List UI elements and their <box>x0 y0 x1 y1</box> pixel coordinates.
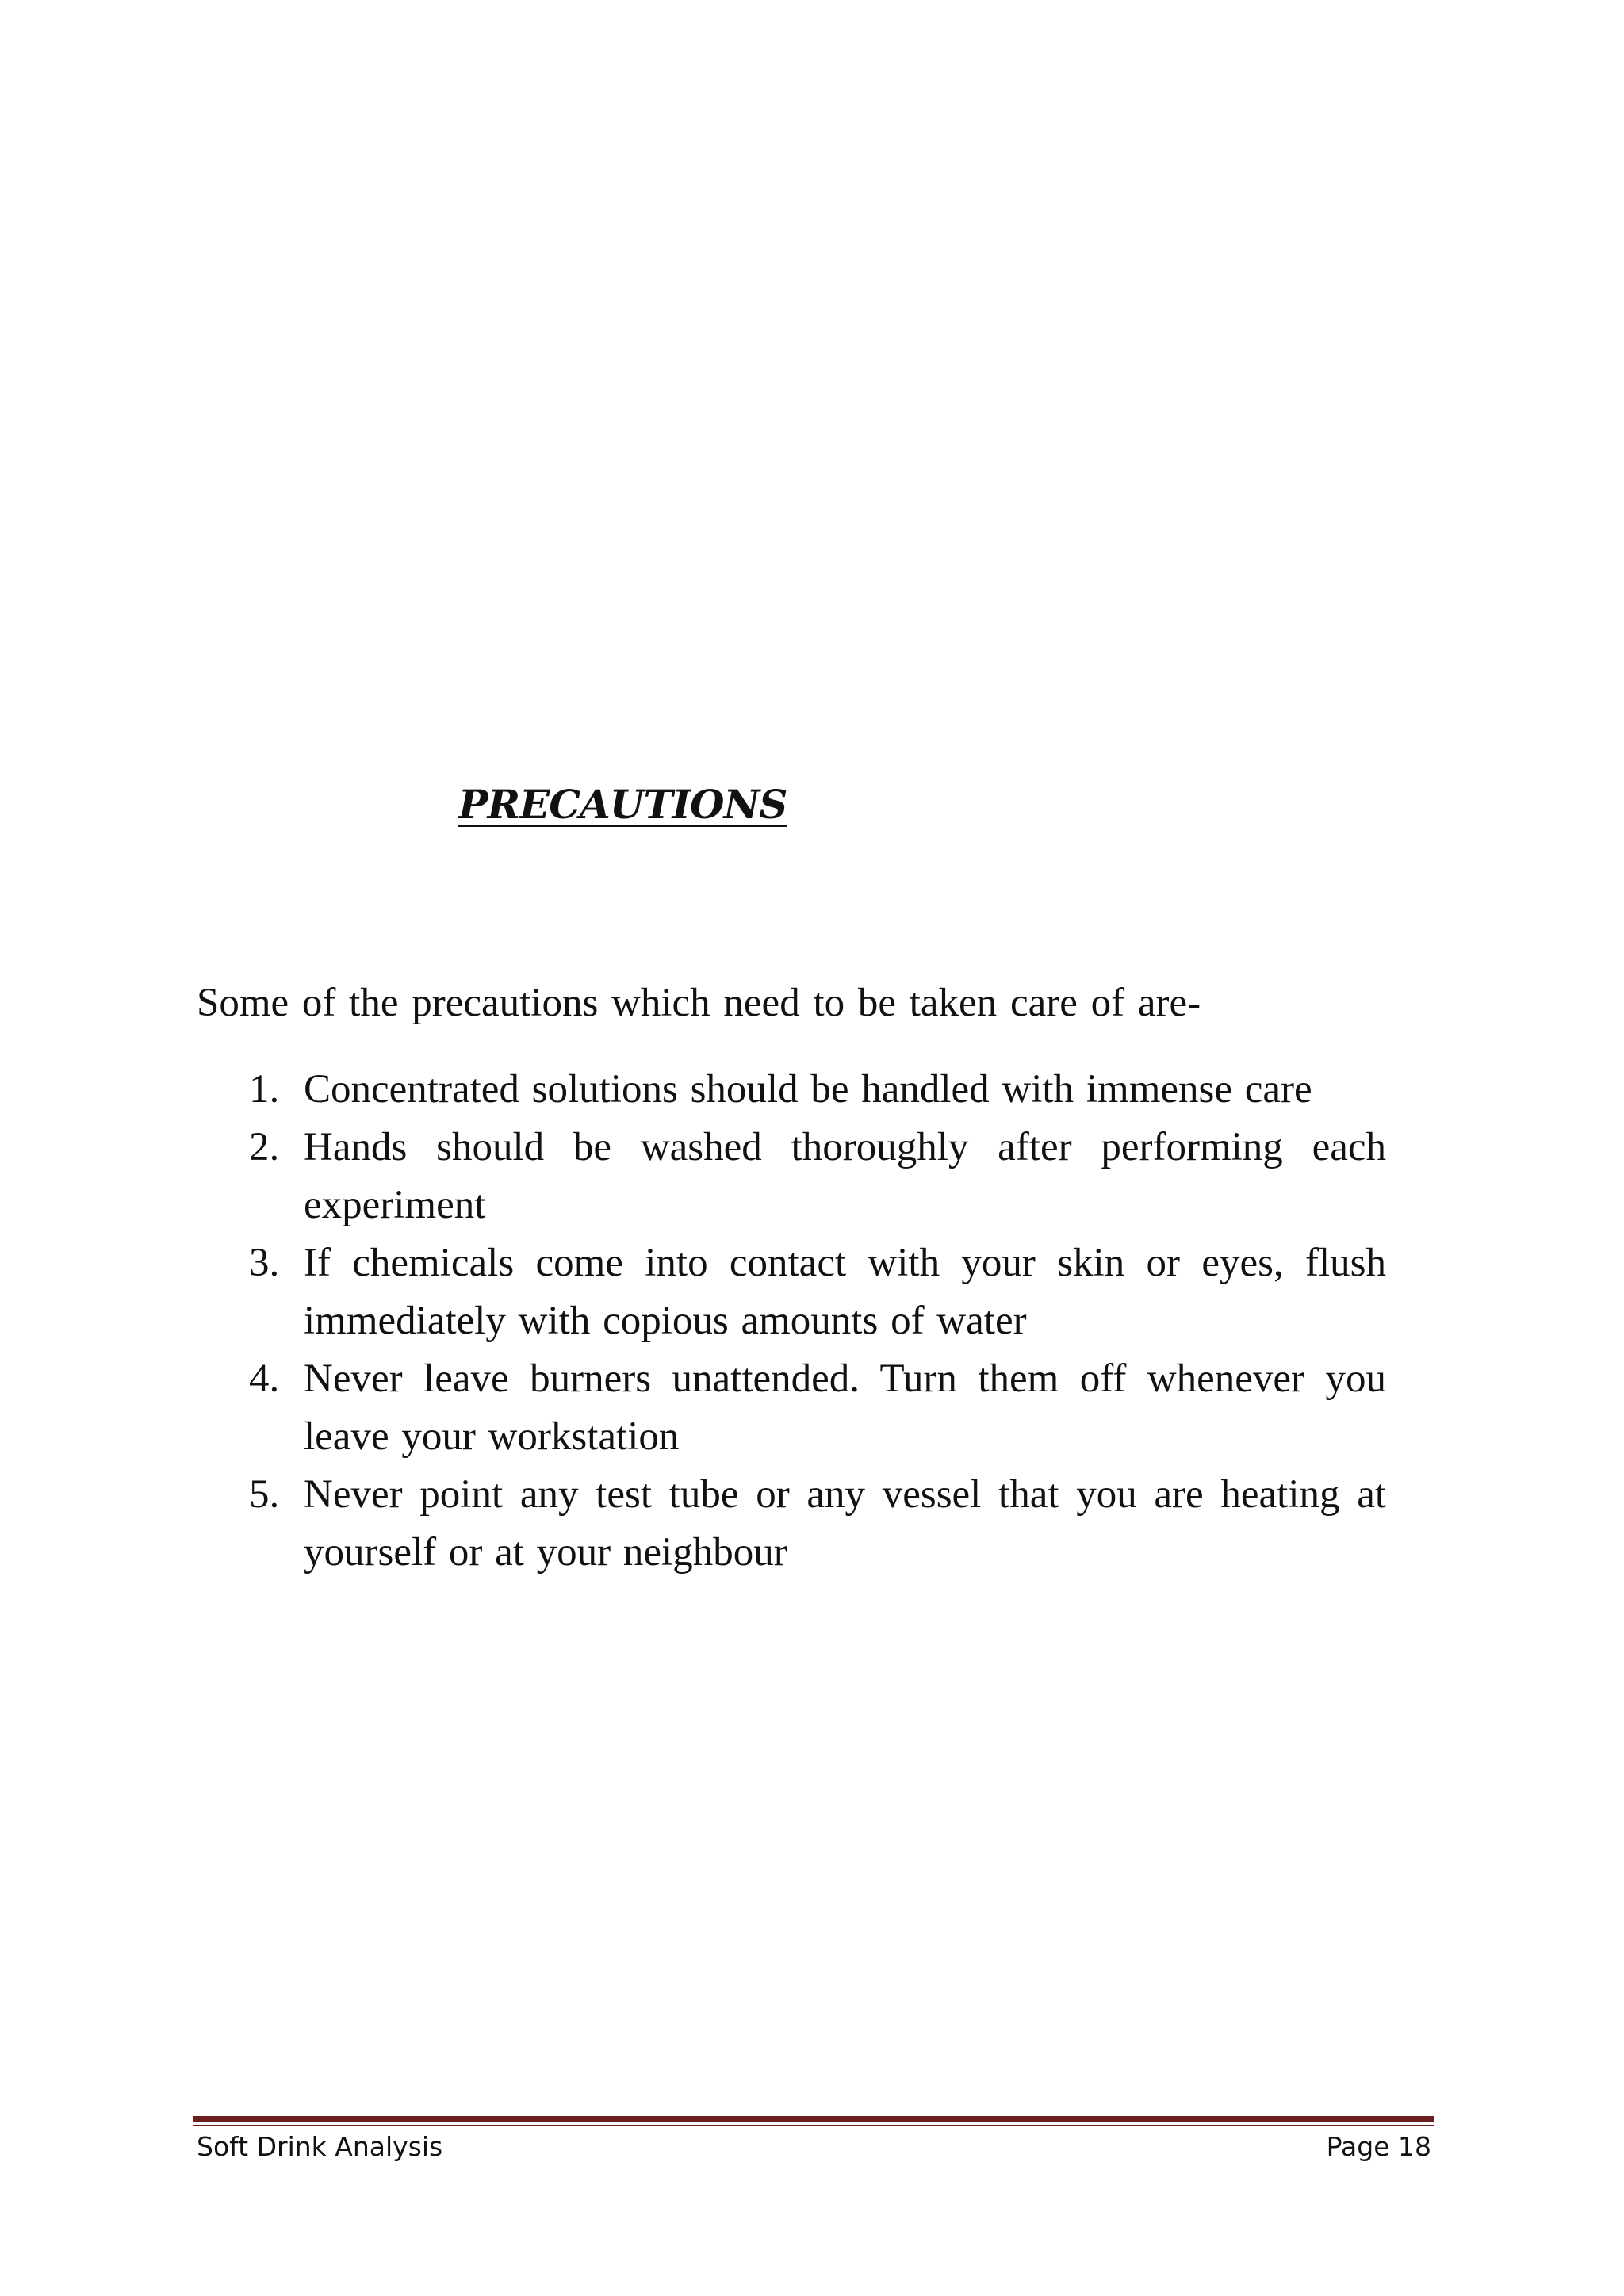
list-item-text: Hands should be washed thoroughly after performing each experiment <box>304 1125 1386 1227</box>
list-item-text: Never leave burners unattended. Turn them off whenever you leave your workstation <box>304 1357 1386 1459</box>
list-item <box>197 1350 1386 1466</box>
list-item <box>197 1466 1386 1582</box>
list-item-number: 3. <box>249 1241 280 1285</box>
list-item-number: 5. <box>249 1472 280 1517</box>
list-item <box>197 1061 1386 1119</box>
list-item <box>197 1234 1386 1350</box>
list-item-text: Never point any test tube or any vessel that you are heating at yourself or at your neighbour <box>304 1472 1386 1575</box>
list-item-text: Concentrated solutions should be handled with immense care <box>304 1067 1312 1112</box>
precautions-list <box>197 1061 1386 1582</box>
list-item <box>197 1119 1386 1234</box>
list-item-number: 4. <box>249 1357 280 1401</box>
page-title: PRECAUTIONS <box>458 781 787 828</box>
footer-divider-thin <box>193 2125 1434 2126</box>
list-item-number: 2. <box>249 1125 280 1169</box>
footer-page-number: Page 18 <box>1326 2131 1431 2162</box>
intro-paragraph: Some of the precautions which need to be taken care of are- <box>197 981 1201 1025</box>
list-item-number: 1. <box>249 1067 280 1112</box>
list-item-text: If chemicals come into contact with your skin or eyes, flush immediately with copious amounts of water <box>304 1241 1386 1343</box>
footer-document-title: Soft Drink Analysis <box>197 2131 443 2162</box>
footer-divider-thick <box>193 2116 1434 2122</box>
